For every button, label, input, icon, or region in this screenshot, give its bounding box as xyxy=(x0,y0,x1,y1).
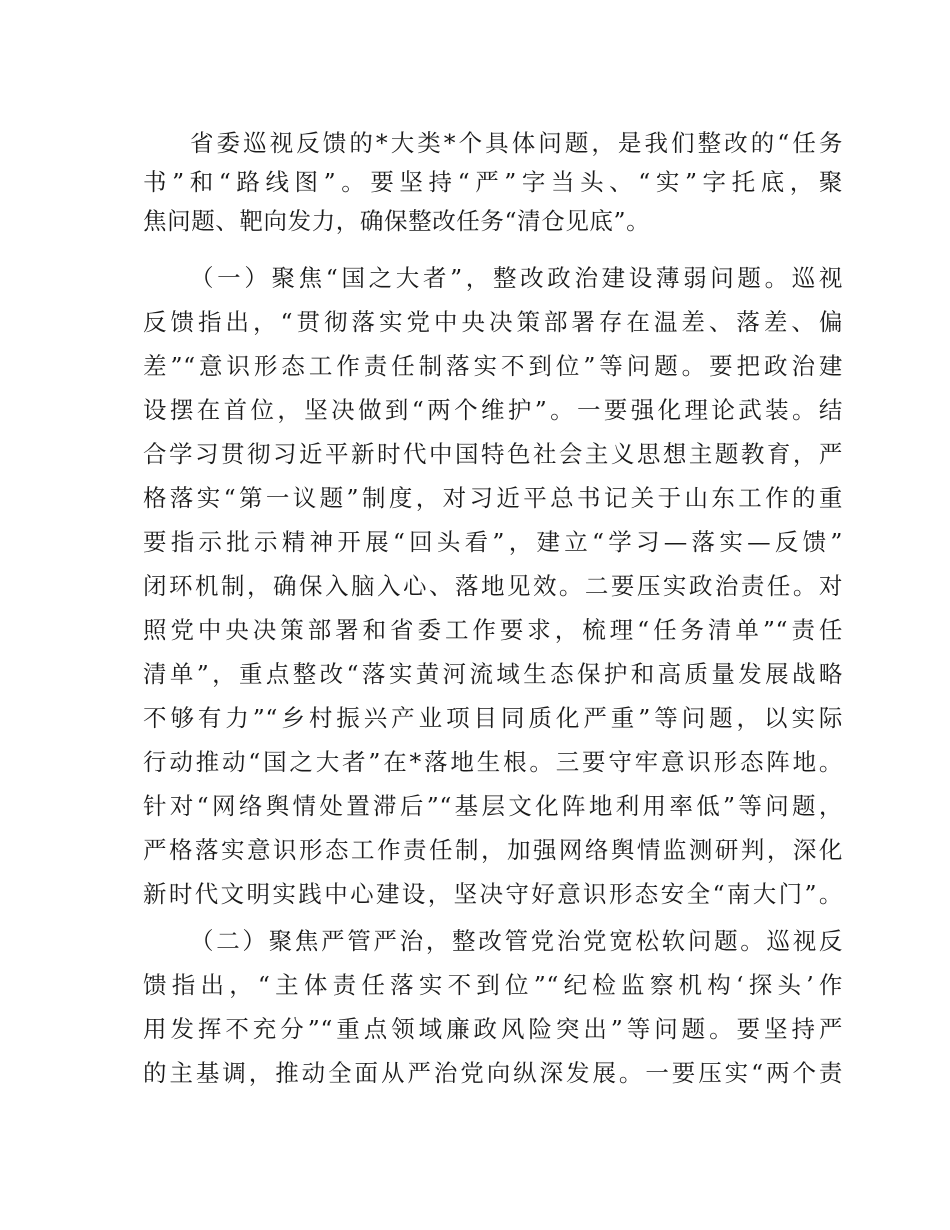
paragraph-1-line-1: 省委巡视反馈的*大类*个具体问题，是我们整改的“任务 xyxy=(190,129,843,157)
paragraph-2-line-15: 新时代文明实践中心建设，坚决守好意识形态安全“南大门”。 xyxy=(143,880,843,908)
paragraph-2-line-11: 不够有力”“乡村振兴产业项目同质化严重”等问题，以实际 xyxy=(143,704,843,732)
paragraph-3-line-3: 用发挥不充分”“重点领域廉政风险突出”等问题。要坚持严 xyxy=(143,1015,843,1043)
paragraph-3-line-1: （二）聚焦严管严治，整改管党治党宽松软问题。巡视反 xyxy=(190,927,843,955)
paragraph-2-line-10: 清单”，重点整改“落实黄河流域生态保护和高质量发展战略 xyxy=(143,660,843,688)
paragraph-2-line-3: 差”“意识形态工作责任制落实不到位”等问题。要把政治建 xyxy=(143,352,843,380)
paragraph-1-line-2: 书”和“路线图”。要坚持“严”字当头、“实”字托底，聚 xyxy=(143,168,843,196)
paragraph-2-line-2: 反馈指出，“贯彻落实党中央决策部署存在温差、落差、偏 xyxy=(143,308,843,336)
paragraph-2-line-1: （一）聚焦“国之大者”，整改政治建设薄弱问题。巡视 xyxy=(190,264,843,292)
paragraph-2-line-13: 针对“网络舆情处置滞后”“基层文化阵地利用率低”等问题， xyxy=(143,792,843,820)
paragraph-3-line-4: 的主基调，推动全面从严治党向纵深发展。一要压实“两个责 xyxy=(143,1059,843,1087)
paragraph-1-line-3: 焦问题、靶向发力，确保整改任务“清仓见底”。 xyxy=(143,207,651,235)
paragraph-2-line-8: 闭环机制，确保入脑入心、落地见效。二要压实政治责任。对 xyxy=(143,572,843,600)
paragraph-2-line-7: 要指示批示精神开展“回头看”，建立“学习—落实—反馈” xyxy=(143,528,843,556)
paragraph-2-line-14: 严格落实意识形态工作责任制，加强网络舆情监测研判，深化 xyxy=(143,836,843,864)
paragraph-2-line-5: 合学习贯彻习近平新时代中国特色社会主义思想主题教育，严 xyxy=(143,440,843,468)
paragraph-2-line-12: 行动推动“国之大者”在*落地生根。三要守牢意识形态阵地。 xyxy=(143,748,843,776)
paragraph-2-line-4: 设摆在首位，坚决做到“两个维护”。一要强化理论武装。结 xyxy=(143,396,843,424)
paragraph-3-line-2: 馈指出，“主体责任落实不到位”“纪检监察机构‘探头’作 xyxy=(143,971,843,999)
paragraph-2-line-9: 照党中央决策部署和省委工作要求，梳理“任务清单”“责任 xyxy=(143,616,843,644)
paragraph-2-line-6: 格落实“第一议题”制度，对习近平总书记关于山东工作的重 xyxy=(143,484,843,512)
